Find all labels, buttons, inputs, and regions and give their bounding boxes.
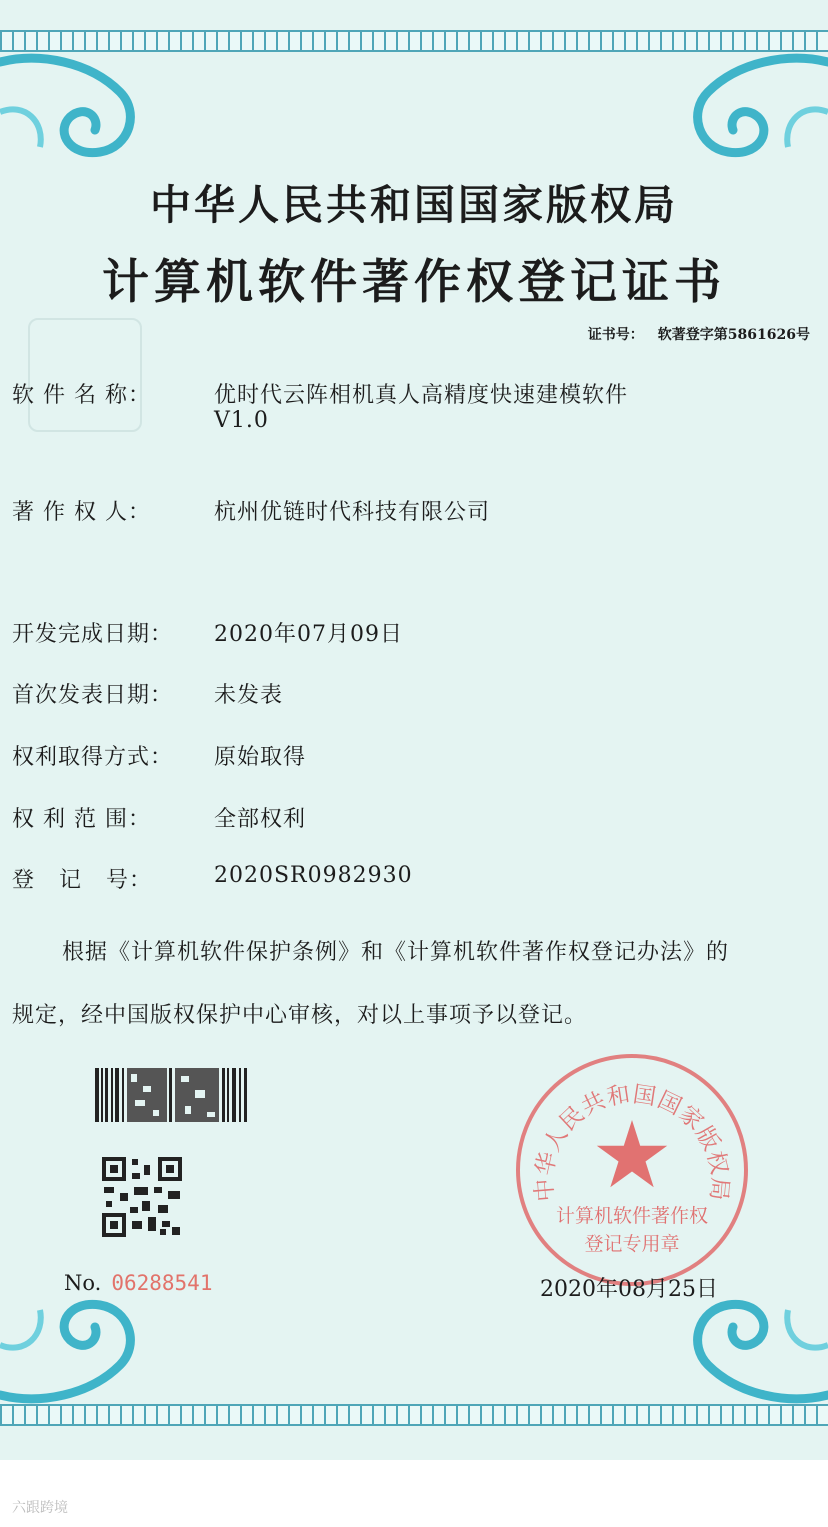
field-value: 优时代云阵相机真人高精度快速建模软件 xyxy=(214,383,629,408)
serial-value: 06288541 xyxy=(111,1271,213,1295)
certificate-number-label: 证书号： xyxy=(587,327,644,343)
field-label: 首次发表日期： xyxy=(12,683,174,708)
field-value: 2020年07月09日 xyxy=(214,622,403,647)
certificate-number-value: 软著登字第5861626号 xyxy=(657,327,810,343)
corner-ornament-top-right xyxy=(678,52,828,172)
field-value: 原始取得 xyxy=(214,745,307,770)
field-value: 杭州优链时代科技有限公司 xyxy=(214,500,491,525)
barcode xyxy=(95,1068,247,1122)
top-border-band xyxy=(0,30,828,52)
field-label: 开发完成日期： xyxy=(12,622,174,647)
official-seal xyxy=(512,1050,752,1290)
seal-ring-text: 中华人民共和国国家版权局 xyxy=(531,1081,733,1203)
field-label: 软 件 名 称： xyxy=(12,383,151,408)
statement-line-2: 规定，经中国版权保护中心审核，对以上事项予以登记。 xyxy=(12,1003,588,1028)
seal-line-2: 登记专用章 xyxy=(584,1233,680,1255)
field-label: 权利取得方式： xyxy=(12,745,174,770)
issue-date: 2020年08月25日 xyxy=(540,1277,718,1302)
field-value-version: V1.0 xyxy=(214,408,269,433)
seal-star-icon xyxy=(597,1120,667,1187)
issuing-authority: 中华人民共和国国家版权局 xyxy=(150,181,678,229)
watermark: 六跟跨境 xyxy=(12,1500,68,1516)
corner-ornament-top-left xyxy=(0,52,150,172)
serial-number xyxy=(64,1271,212,1295)
statement-line-1: 根据《计算机软件保护条例》和《计算机软件著作权登记办法》的 xyxy=(62,940,730,965)
field-value: 未发表 xyxy=(214,683,284,708)
field-label: 权 利 范 围： xyxy=(12,807,151,832)
faint-emblem xyxy=(28,318,142,432)
seal-line-1: 计算机软件著作权 xyxy=(555,1205,709,1227)
field-label: 登 记 号： xyxy=(12,868,152,893)
bottom-border-band xyxy=(0,1404,828,1426)
field-value: 2020SR0982930 xyxy=(214,863,413,888)
field-value: 全部权利 xyxy=(214,807,307,832)
corner-ornament-bottom-right xyxy=(678,1290,828,1405)
serial-label: No. xyxy=(64,1271,102,1295)
scan-footer xyxy=(0,1460,828,1527)
certificate-title: 计算机软件著作权登记证书 xyxy=(102,255,726,310)
certificate-number xyxy=(588,324,810,344)
qr-code xyxy=(102,1157,182,1237)
corner-ornament-bottom-left xyxy=(0,1290,150,1405)
field-label: 著 作 权 人： xyxy=(12,500,151,525)
